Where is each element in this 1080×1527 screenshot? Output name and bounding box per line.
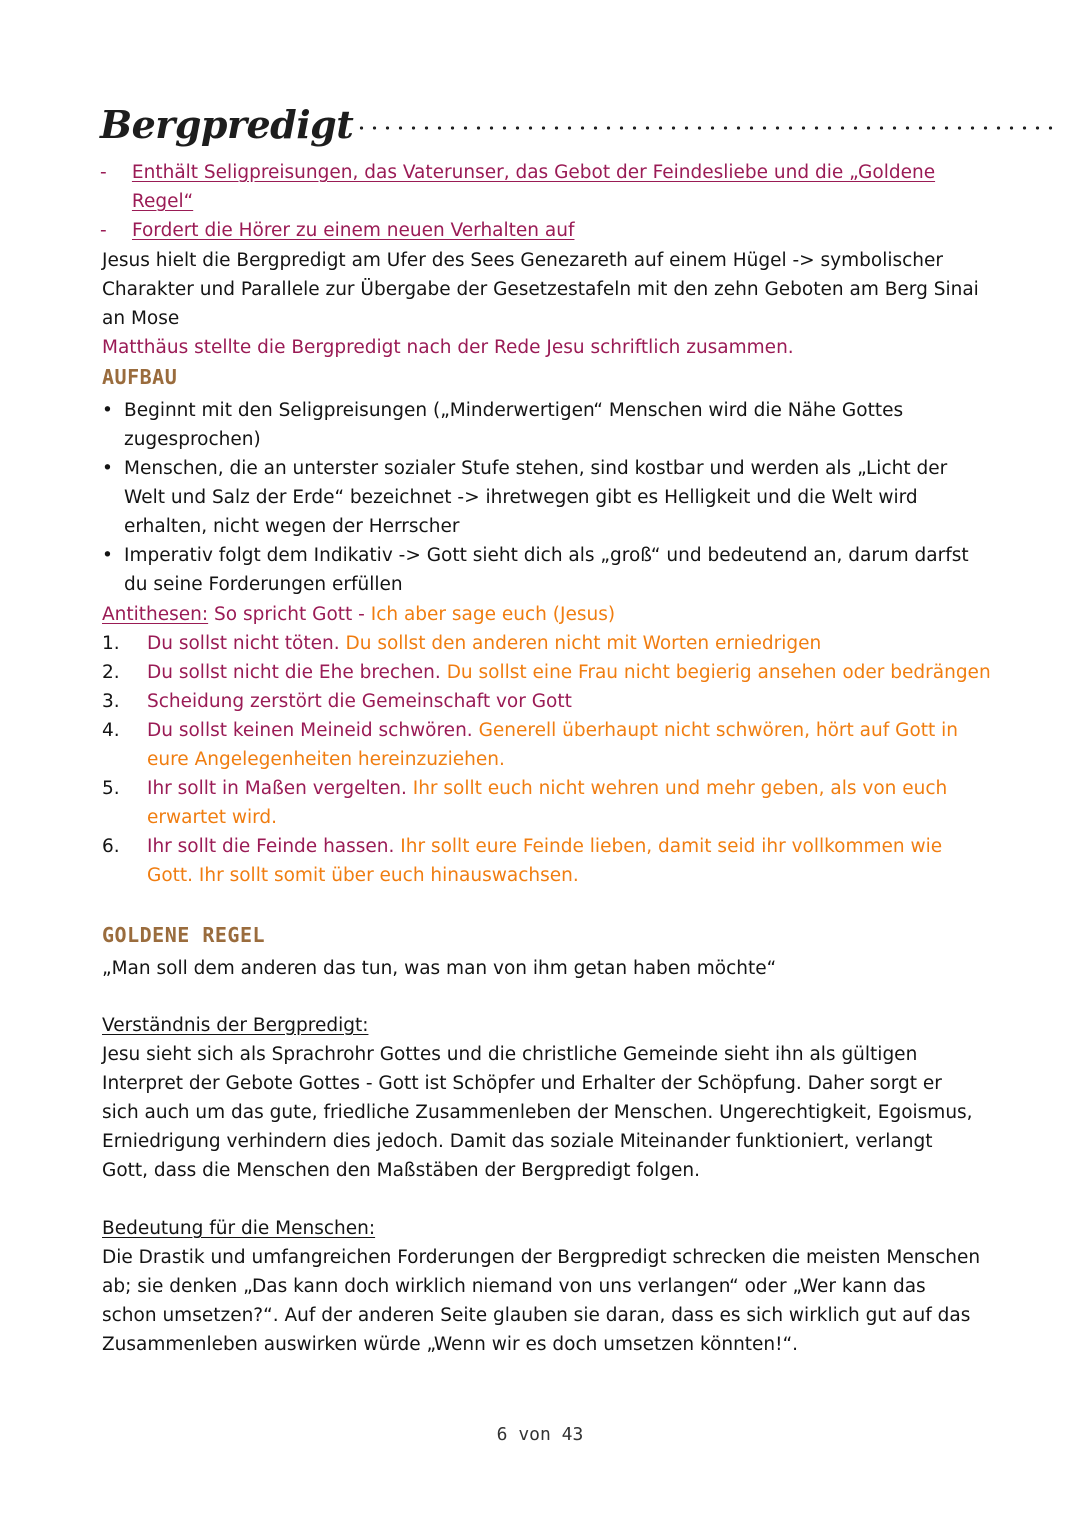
- antithesen-jesus: Ich aber sage euch (Jesus): [370, 604, 616, 625]
- aufbau-heading: AUFBAU: [102, 365, 178, 389]
- jesus-text: Generell überhaupt nicht schwören, hört auf Gott in eure Angelegenheiten hereinzuziehen.: [147, 720, 959, 770]
- bullet-text: Imperativ folgt dem Indikativ -> Gott sieht dich als „groß“ und bedeutend an, darum darfst du seine Forderungen erfüllen: [124, 545, 969, 595]
- page-title: Bergpredigt: [100, 102, 354, 147]
- list-item: [100, 216, 1000, 245]
- list-item: [102, 716, 992, 774]
- dotted-divider: [355, 125, 1055, 131]
- goldene-regel-text: „Man soll dem anderen das tun, was man von ihm getan haben möchte“: [102, 958, 777, 979]
- gott-text: Du sollst keinen Meineid schwören.: [147, 720, 473, 741]
- item-number: 3.: [102, 691, 120, 712]
- gott-text: Ihr sollt die Feinde hassen.: [147, 836, 395, 857]
- antithesen-header: [102, 600, 992, 629]
- bedeutung-text: Die Drastik und umfangreichen Forderungen der Bergpredigt schrecken die meisten Menschen ab; sie denken „Das kann doch wirklich niemand von uns verlangen“ oder „Wer kann das schon umsetzen?“. Auf der anderen Seite glauben sie daran, dass es sich wirklich gut auf das Zusammenleben auswirken würde „Wenn wir es doch umsetzen könnten!“.: [102, 1247, 981, 1355]
- list-item: [102, 687, 992, 716]
- gott-text: Scheidung zerstört die Gemeinschaft vor Gott: [147, 691, 572, 712]
- intro-text: Jesus hielt die Bergpredigt am Ufer des Sees Genezareth auf einem Hügel -> symbolischer Charakter und Parallele zur Übergabe der Gesetzestafeln mit den zehn Geboten am Berg Sinai an Mose: [102, 250, 979, 329]
- gott-text: Du sollst nicht die Ehe brechen.: [147, 662, 441, 683]
- list-item: [102, 774, 992, 832]
- item-number: 4.: [102, 720, 120, 741]
- dash-marker: -: [100, 220, 107, 241]
- antithesen-label: Antithesen:: [102, 604, 209, 625]
- list-item: [102, 658, 992, 687]
- summary-list: [100, 158, 1000, 245]
- bullet-text: Beginnt mit den Seligpreisungen („Minderwertigen“ Menschen wird die Nähe Gottes zugesprochen): [124, 400, 904, 450]
- item-number: 5.: [102, 778, 120, 799]
- antithesen-god: So spricht Gott -: [214, 604, 365, 625]
- gott-text: Du sollst nicht töten.: [147, 633, 340, 654]
- verstaendnis-text: Jesu sieht sich als Sprachrohr Gottes und die christliche Gemeinde sieht ihn als gültigen Interpret der Gebote Gottes - Gott ist Schöpfer und Erhalter der Schöpfung. Daher sorgt er sich auch um das gute, friedliche Zusammenleben der Menschen. Ungerechtigkeit, Egoismus, Erniedrigung verhindern dies jedoch. Damit das soziale Miteinander funktioniert, verlangt Gott, dass die Menschen den Maßstäben der Bergpredigt folgen.: [102, 1044, 973, 1181]
- jesus-text: Ihr sollt eure Feinde lieben, damit seid ihr vollkommen wie Gott. Ihr sollt somit über euch hinauswachsen.: [147, 836, 943, 886]
- bullet-icon: •: [102, 545, 113, 566]
- bullet-icon: •: [102, 400, 113, 421]
- page-number: 6 von 43: [496, 1424, 584, 1445]
- goldene-regel-heading: GOLDENE REGEL: [102, 923, 266, 947]
- jesus-text: Du sollst den anderen nicht mit Worten erniedrigen: [345, 633, 822, 654]
- item-number: 1.: [102, 633, 120, 654]
- bullet-icon: •: [102, 458, 113, 479]
- aufbau-list: [102, 396, 982, 599]
- verstaendnis-heading: Verständnis der Bergpredigt:: [102, 1015, 369, 1036]
- dash-marker: -: [100, 162, 107, 183]
- bedeutung-section: [102, 1214, 982, 1359]
- item-number: 6.: [102, 836, 120, 857]
- list-item: [102, 629, 992, 658]
- bedeutung-heading: Bedeutung für die Menschen:: [102, 1218, 376, 1239]
- bullet-text: Menschen, die an unterster sozialer Stufe stehen, sind kostbar und werden als „Licht der Welt und Salz der Erde“ bezeichnet -> ihretwegen gibt es Helligkeit und die Welt wird erhalten, nicht wegen der Herrscher: [124, 458, 948, 537]
- list-item: [102, 541, 982, 599]
- summary-text: Fordert die Hörer zu einem neuen Verhalten auf: [132, 220, 575, 241]
- title-row: [100, 100, 1060, 156]
- verstaendnis-section: [102, 1011, 982, 1185]
- gott-text: Ihr sollt in Maßen vergelten.: [147, 778, 407, 799]
- jesus-text: Du sollst eine Frau nicht begierig ansehen oder bedrängen: [446, 662, 991, 683]
- item-number: 2.: [102, 662, 120, 683]
- list-item: [102, 454, 982, 541]
- intro-note: Matthäus stellte die Bergpredigt nach der Rede Jesu schriftlich zusammen.: [102, 337, 794, 358]
- jesus-text: Ihr sollt euch nicht wehren und mehr geben, als von euch erwartet wird.: [147, 778, 948, 828]
- antithesen-section: [102, 600, 992, 890]
- summary-text: Enthält Seligpreisungen, das Vaterunser, das Gebot der Feindesliebe und die „Goldene Regel“: [131, 162, 936, 212]
- list-item: [102, 832, 992, 890]
- list-item: [100, 158, 1000, 216]
- intro-paragraph: [102, 246, 982, 362]
- list-item: [102, 396, 982, 454]
